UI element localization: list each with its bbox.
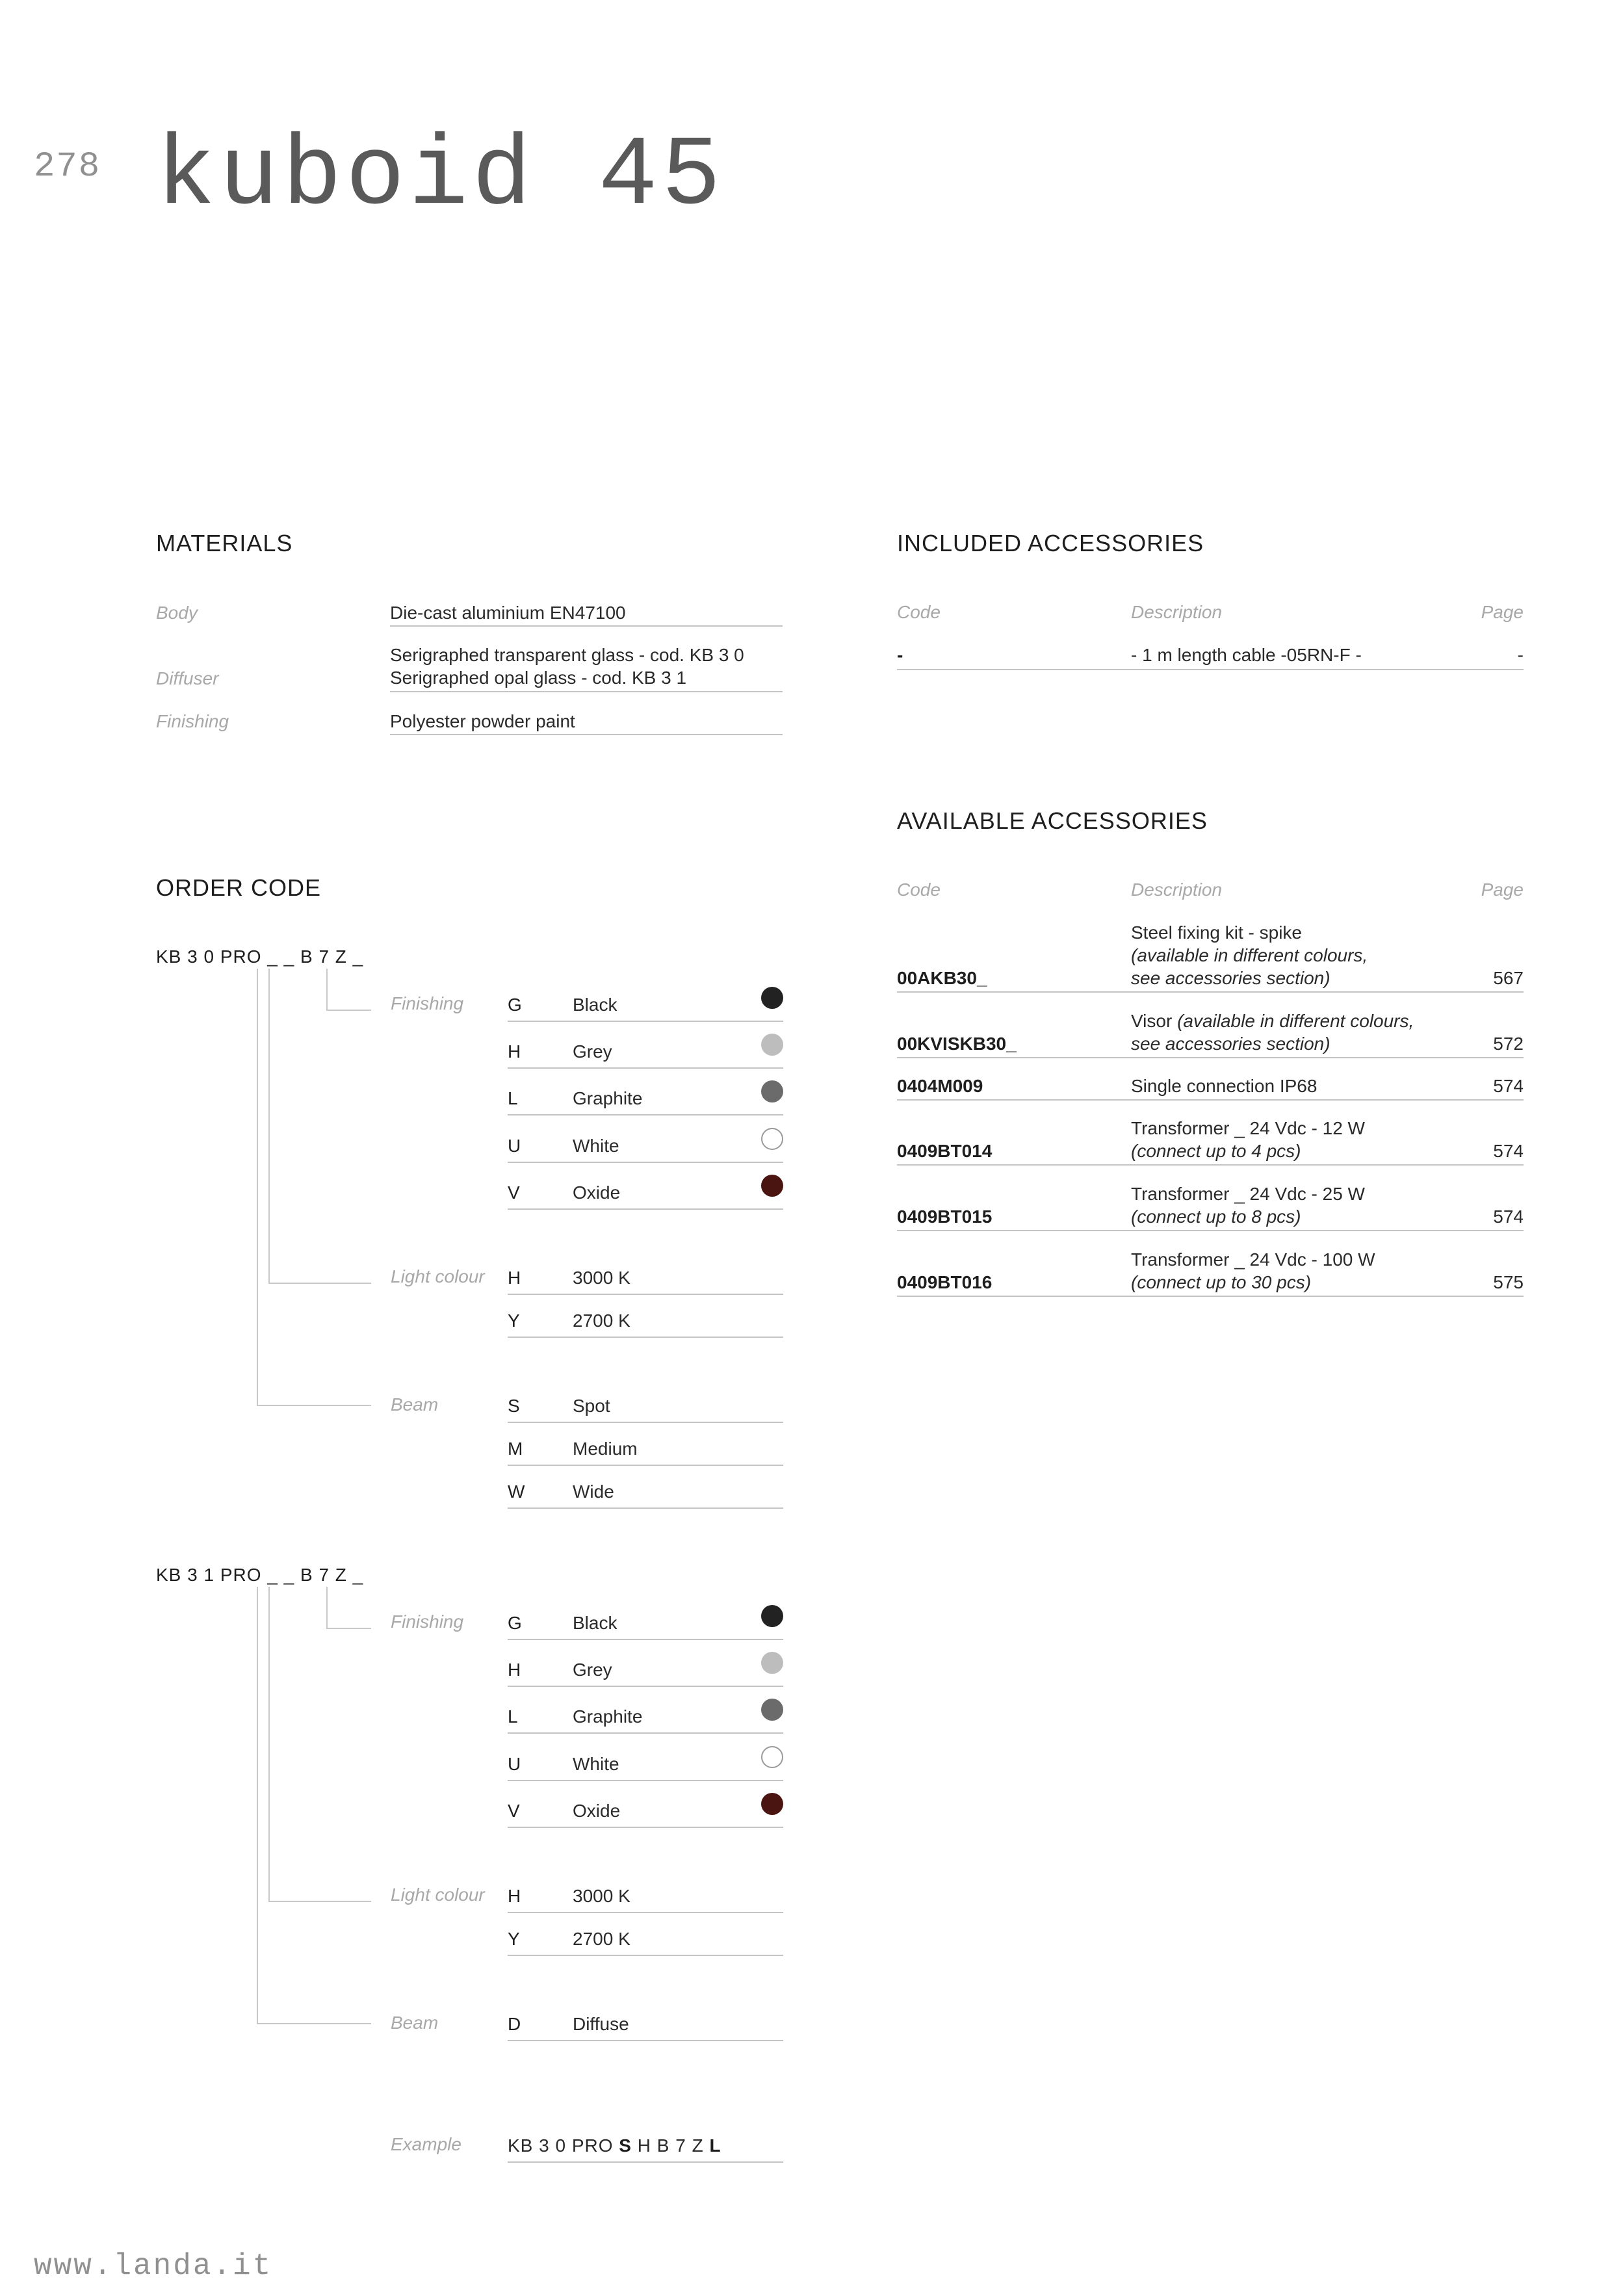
color-swatch <box>761 1746 783 1768</box>
finishing-option: G Black <box>508 995 783 1031</box>
footer-url: www.landa.it <box>34 2249 273 2283</box>
accessory-page: 572 <box>1493 1034 1524 1054</box>
accessory-code: 0409BT016 <box>897 1272 993 1292</box>
divider <box>508 1827 783 1828</box>
available-accessories-table <box>897 881 1524 1303</box>
column-header-code: Code <box>897 880 941 900</box>
finishing-option: G Black <box>508 1613 783 1649</box>
tree-connector <box>257 2023 371 2024</box>
tree-connector <box>268 1587 270 1901</box>
divider <box>897 669 1524 670</box>
column-header-page: Page <box>1481 602 1524 622</box>
light-colour-label: Light colour <box>391 1885 485 1905</box>
table-row <box>897 1248 1524 1296</box>
example-code: KB 3 0 PRO S H B 7 Z L <box>508 2135 783 2172</box>
finishing-label: Finishing <box>391 1611 464 1632</box>
accessory-code: - <box>897 645 903 665</box>
divider <box>508 1686 783 1687</box>
accessory-code: 0409BT015 <box>897 1207 993 1227</box>
materials-label: Finishing <box>156 711 229 731</box>
light-colour-option: Y 2700 K <box>508 1929 783 1965</box>
finishing-option: U White <box>508 1754 783 1790</box>
accessory-description: Transformer _ 24 Vdc - 12 W (connect up to 4 pcs) <box>1131 1118 1365 1161</box>
divider <box>508 1208 783 1210</box>
divider <box>390 691 783 692</box>
tree-connector <box>257 1405 371 1406</box>
materials-row-finishing <box>156 710 783 736</box>
accessory-page: 574 <box>1493 1076 1524 1096</box>
divider <box>508 1294 783 1295</box>
materials-label: Diffuser <box>156 668 219 688</box>
color-swatch <box>761 1175 783 1197</box>
order-code-heading: ORDER CODE <box>156 874 322 901</box>
finishing-option: L Graphite <box>508 1088 783 1125</box>
divider <box>508 1780 783 1781</box>
finishing-option: V Oxide <box>508 1182 783 1219</box>
divider <box>508 1067 783 1069</box>
column-header-description: Description <box>1131 602 1223 622</box>
divider <box>897 1230 1524 1231</box>
beam-option: S Spot <box>508 1396 783 1432</box>
divider <box>897 991 1524 993</box>
tree-connector <box>257 1587 258 2024</box>
order-code-string: KB 3 1 PRO _ _ B 7 Z _ <box>156 1565 364 1585</box>
color-swatch <box>761 1699 783 1721</box>
table-row <box>897 1182 1524 1231</box>
divider <box>508 1162 783 1163</box>
finishing-option: H Grey <box>508 1660 783 1696</box>
accessory-code: 00KVISKB30_ <box>897 1034 1017 1054</box>
available-accessories-heading: AVAILABLE ACCESSORIES <box>897 807 1208 834</box>
divider <box>508 1465 783 1466</box>
light-colour-option: H 3000 K <box>508 1268 783 1304</box>
tree-connector <box>268 969 270 1283</box>
tree-connector <box>326 969 328 1010</box>
color-swatch <box>761 1128 783 1150</box>
tree-connector <box>326 1587 328 1628</box>
divider <box>508 1507 783 1509</box>
accessory-page: 574 <box>1493 1141 1524 1161</box>
accessory-code: 0404M009 <box>897 1076 983 1096</box>
materials-value: Serigraphed opal glass - cod. KB 3 1 <box>390 668 687 688</box>
divider <box>508 1912 783 1913</box>
column-header-page: Page <box>1481 880 1524 900</box>
table-row <box>897 1010 1524 1058</box>
color-swatch <box>761 1605 783 1627</box>
beam-label: Beam <box>391 1394 439 1415</box>
beam-option: D Diffuse <box>508 2014 783 2050</box>
light-colour-option: H 3000 K <box>508 1886 783 1922</box>
table-row <box>897 921 1524 991</box>
divider <box>508 1337 783 1338</box>
tree-connector <box>326 1628 371 1629</box>
accessory-description: Single connection IP68 <box>1131 1076 1318 1096</box>
accessory-description: Steel fixing kit - spike (available in different colours, see accessories section) <box>1131 922 1368 988</box>
divider <box>508 1955 783 1956</box>
light-colour-label: Light colour <box>391 1266 485 1286</box>
accessory-code: 00AKB30_ <box>897 968 987 988</box>
divider <box>508 2040 783 2041</box>
example-label: Example <box>391 2134 461 2154</box>
divider <box>897 1057 1524 1058</box>
page-number: 278 <box>34 147 101 187</box>
beam-label: Beam <box>391 2013 439 2033</box>
divider <box>390 734 783 735</box>
finishing-option: V Oxide <box>508 1801 783 1837</box>
divider <box>897 1296 1524 1297</box>
table-row <box>897 1117 1524 1165</box>
tree-connector <box>257 969 258 1405</box>
materials-value: Die-cast aluminium EN47100 <box>390 603 626 623</box>
accessory-description: Transformer _ 24 Vdc - 100 W (connect up to 30 pcs) <box>1131 1249 1375 1292</box>
color-swatch <box>761 1080 783 1102</box>
order-code-string: KB 3 0 PRO _ _ B 7 Z _ <box>156 946 364 967</box>
color-swatch <box>761 1652 783 1674</box>
accessory-description: Transformer _ 24 Vdc - 25 W (connect up to 8 pcs) <box>1131 1184 1365 1227</box>
beam-option: M Medium <box>508 1439 783 1475</box>
finishing-option: H Grey <box>508 1041 783 1078</box>
included-accessories-heading: INCLUDED ACCESSORIES <box>897 530 1204 556</box>
divider <box>508 1732 783 1734</box>
finishing-option: U White <box>508 1136 783 1172</box>
divider <box>508 1114 783 1115</box>
materials-label: Body <box>156 603 198 623</box>
divider <box>508 2161 783 2163</box>
finishing-label: Finishing <box>391 993 464 1013</box>
included-accessories-table <box>897 603 1524 675</box>
column-header-description: Description <box>1131 880 1223 900</box>
materials-value: Serigraphed transparent glass - cod. KB 3 0 <box>390 645 744 665</box>
materials-row-diffuser <box>156 644 783 696</box>
divider <box>508 1021 783 1022</box>
light-colour-option: Y 2700 K <box>508 1311 783 1347</box>
accessory-description: Visor (available in different colours, see accessories section) <box>1131 1011 1414 1054</box>
column-header-code: Code <box>897 602 941 622</box>
divider <box>508 1639 783 1640</box>
color-swatch <box>761 1034 783 1056</box>
color-swatch <box>761 987 783 1009</box>
accessory-page: - <box>1517 645 1524 665</box>
materials-row-body <box>156 601 783 627</box>
tree-connector <box>326 1010 371 1011</box>
table-row <box>897 1075 1524 1101</box>
accessory-page: 575 <box>1493 1272 1524 1292</box>
accessory-description: - 1 m length cable -05RN-F - <box>1131 645 1362 665</box>
divider <box>897 1164 1524 1166</box>
tree-connector <box>268 1283 371 1284</box>
divider <box>897 1099 1524 1101</box>
finishing-option: L Graphite <box>508 1706 783 1743</box>
accessory-page: 574 <box>1493 1207 1524 1227</box>
divider <box>508 1422 783 1423</box>
materials-value: Polyester powder paint <box>390 711 575 731</box>
tree-connector <box>268 1901 371 1902</box>
divider <box>390 625 783 627</box>
materials-heading: MATERIALS <box>156 530 293 556</box>
accessory-code: 0409BT014 <box>897 1141 993 1161</box>
color-swatch <box>761 1793 783 1815</box>
accessory-page: 567 <box>1493 968 1524 988</box>
beam-option: W Wide <box>508 1481 783 1518</box>
page-title: kuboid 45 <box>156 120 725 233</box>
